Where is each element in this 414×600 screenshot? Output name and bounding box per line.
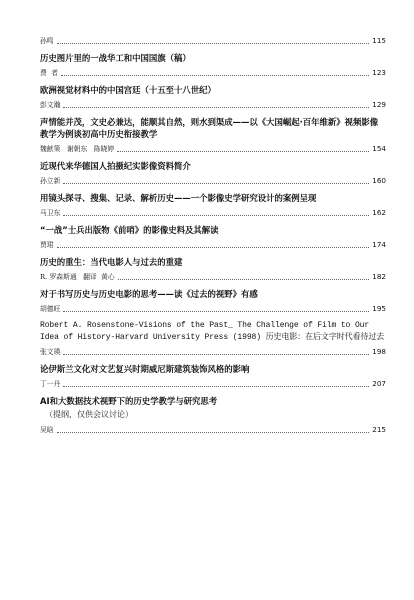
toc-title[interactable]: 用镜头探寻、搜集、记录、解析历史——一个影像史学研究设计的案例呈现 xyxy=(40,193,317,203)
toc-page-number: 162 xyxy=(372,208,386,217)
toc-author-line xyxy=(40,238,386,250)
dot-leader xyxy=(63,385,369,387)
toc-page-number: 207 xyxy=(372,379,386,388)
toc-author: 吴晗 xyxy=(40,426,54,434)
dot-leader xyxy=(57,42,370,44)
table-of-contents xyxy=(40,32,386,441)
toc-title[interactable]: 对于书写历史与历史电影的思考——读《过去的视野》有感 xyxy=(40,289,258,299)
toc-title[interactable]: 近现代来华德国人拍摄纪实影像资料简介 xyxy=(40,161,191,171)
toc-author-line xyxy=(40,270,386,282)
toc-author: 丁一丹 xyxy=(40,380,61,388)
toc-author-line xyxy=(40,302,386,314)
toc-subnote: （提纲，仅供会议讨论） xyxy=(45,410,133,419)
toc-entry xyxy=(40,160,386,186)
toc-entry xyxy=(40,84,386,110)
toc-entry xyxy=(40,395,386,435)
toc-author: 彭文瀚 xyxy=(40,101,61,109)
dot-leader xyxy=(63,106,369,108)
toc-page-number: 174 xyxy=(372,240,386,249)
toc-page-number: 160 xyxy=(372,176,386,185)
toc-author: 孙鸣 xyxy=(40,37,54,45)
toc-title[interactable]: 历史的重生：当代电影人与过去的重建 xyxy=(40,257,183,267)
toc-entry xyxy=(40,116,386,154)
toc-author-line xyxy=(40,345,386,357)
dot-leader xyxy=(63,353,369,355)
toc-entry xyxy=(40,288,386,314)
toc-author-line xyxy=(40,34,386,46)
toc-entry xyxy=(40,256,386,282)
dot-leader xyxy=(61,74,369,76)
toc-title[interactable]: “一战”士兵出版物《前哨》的影像史料及其解读 xyxy=(40,225,219,235)
toc-page-number: 129 xyxy=(372,100,386,109)
dot-leader xyxy=(63,310,369,312)
toc-author-line xyxy=(40,66,386,78)
dot-leader xyxy=(63,182,369,184)
toc-author-line xyxy=(40,174,386,186)
toc-title[interactable]: 论伊斯兰文化对文艺复兴时期威尼斯建筑装饰风格的影响 xyxy=(40,364,250,374)
dot-leader xyxy=(118,278,370,280)
toc-author: 魏献策 谢朝东 陈晓婷 xyxy=(40,145,115,153)
toc-page-number: 123 xyxy=(372,68,386,77)
toc-author: R. 罗森斯通 翻译 黄心 xyxy=(40,273,115,281)
toc-entry xyxy=(40,224,386,250)
toc-author: 费 者 xyxy=(40,69,58,77)
toc-author: 孙立新 xyxy=(40,177,61,185)
toc-author-line xyxy=(40,98,386,110)
toc-entry xyxy=(40,320,386,357)
toc-entry xyxy=(40,192,386,218)
dot-leader xyxy=(57,246,370,248)
toc-author: 张文瑛 xyxy=(40,348,61,356)
toc-entry xyxy=(40,34,386,46)
toc-entry xyxy=(40,363,386,389)
toc-author-line xyxy=(40,206,386,218)
toc-page-number: 182 xyxy=(372,272,386,281)
toc-author: 贾珺 xyxy=(40,241,54,249)
toc-page-number: 154 xyxy=(372,144,386,153)
toc-author-line xyxy=(40,423,386,435)
toc-entry xyxy=(40,52,386,78)
toc-page-number: 195 xyxy=(372,304,386,313)
dot-leader xyxy=(57,431,370,433)
dot-leader xyxy=(117,150,369,152)
toc-author: 马卫东 xyxy=(40,209,61,217)
toc-title[interactable]: 欧洲视觉材料中的中国宫廷（十五至十八世纪） xyxy=(40,85,216,95)
dot-leader xyxy=(63,214,369,216)
toc-page-number: 215 xyxy=(372,425,386,434)
toc-title[interactable]: Robert A. Rosenstone-Visions of the Past_ The Challenge of Film to Our Idea of History-Harvard University Press (1998) 历史电影：在后文字时代看待过去 xyxy=(40,321,385,342)
toc-title[interactable]: 声情能并茂，文史必兼达，能顺其自然，则水到渠成——以《大国崛起·百年维新》视频影像教学为例谈初高中历史衔接教学 xyxy=(40,117,379,139)
toc-author-line xyxy=(40,142,386,154)
toc-page-number: 115 xyxy=(372,36,386,45)
toc-author: 胡德旺 xyxy=(40,305,61,313)
toc-title[interactable]: 历史图片里的一战华工和中国国旗（稿） xyxy=(40,53,191,63)
toc-page-number: 198 xyxy=(372,347,386,356)
toc-author-line xyxy=(40,377,386,389)
toc-title[interactable]: AI和大数据技术视野下的历史学教学与研究思考 xyxy=(40,396,218,406)
